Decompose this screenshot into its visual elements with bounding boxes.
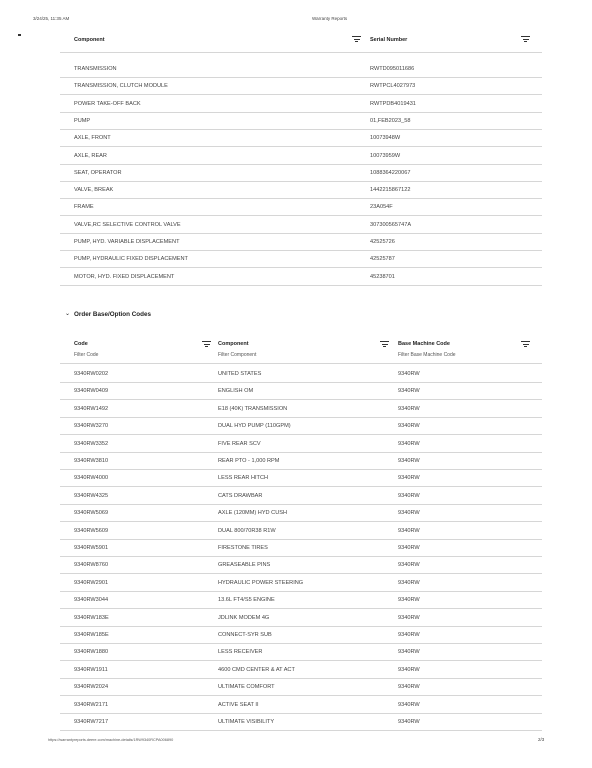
component-cell: CATS DRAWBAR — [218, 492, 263, 499]
component-cell: 4600 CMD CENTER & AT ACT — [218, 666, 295, 673]
filter-icon[interactable] — [380, 341, 389, 347]
component-cell: DUAL HYD PUMP (110GPM) — [218, 423, 291, 430]
base-machine-code-cell: 9340RW — [398, 666, 420, 673]
row-divider — [60, 399, 542, 400]
row-divider — [60, 198, 542, 199]
component-cell: PUMP, HYD. VARIABLE DISPLACEMENT — [74, 239, 180, 245]
row-divider — [60, 486, 542, 487]
component-cell: TRANSMISSION — [74, 66, 117, 72]
row-divider — [60, 215, 542, 216]
row-divider — [60, 434, 542, 435]
serial-number-cell: 1088364220067 — [370, 169, 411, 176]
row-divider — [60, 695, 542, 696]
row-divider — [60, 164, 542, 165]
component-cell: AXLE, FRONT — [74, 135, 111, 142]
serial-number-cell: RWTPDB4019431 — [370, 100, 416, 107]
row-divider — [60, 591, 542, 592]
component-cell: HYDRAULIC POWER STEERING — [218, 579, 304, 586]
section-title: Order Base/Option Codes — [74, 311, 151, 318]
row-divider — [60, 713, 542, 714]
row-divider — [60, 129, 542, 130]
code-cell: 9340RW0409 — [74, 388, 109, 395]
code-cell: 9340RW2901 — [74, 579, 109, 586]
component-cell: CONNECT-SYR SUB — [218, 632, 272, 638]
code-cell: 9340RW3270 — [74, 423, 109, 430]
row-divider — [60, 521, 542, 522]
row-divider — [60, 643, 542, 644]
code-cell: 9340RW7217 — [74, 719, 109, 725]
base-machine-code-cell: 9340RW — [398, 579, 420, 586]
component-cell: 13.6L FT4/S5 ENGINE — [218, 597, 275, 604]
component-cell: POWER TAKE-OFF BACK — [74, 100, 141, 107]
component-cell: REAR PTO - 1,000 RPM — [218, 458, 280, 464]
component-cell: SEAT, OPERATOR — [74, 169, 122, 176]
serial-number-cell: 45238701 — [370, 273, 395, 280]
row-divider — [60, 678, 542, 679]
component-cell: FIRESTONE TIRES — [218, 545, 268, 551]
chevron-down-icon[interactable]: ⌄ — [65, 311, 71, 317]
component-cell: FRAME — [74, 204, 94, 211]
serial-number-cell: RWTD095011686 — [370, 66, 415, 72]
component-cell: AXLE, REAR — [74, 152, 107, 159]
header-divider — [60, 363, 542, 364]
order-filter-base[interactable]: Filter Base Machine Code — [398, 352, 456, 358]
order-col-base: Base Machine Code — [398, 341, 450, 347]
row-divider — [60, 504, 542, 505]
row-divider — [60, 233, 542, 234]
base-machine-code-cell: 9340RW — [398, 371, 420, 377]
order-col-component: Component — [218, 341, 249, 347]
base-machine-code-cell: 9340RW — [398, 423, 420, 430]
row-divider — [60, 77, 542, 78]
base-machine-code-cell: 9340RW — [398, 701, 420, 708]
code-cell: 9340RW0202 — [74, 371, 109, 377]
print-url: https://warrantyreports.deere.com/machine-details/1RW9340RCPA006890 — [48, 738, 174, 742]
serial-number-cell: 10073959W — [370, 152, 401, 159]
base-machine-code-cell: 9340RW — [398, 458, 420, 464]
base-machine-code-cell: 9340RW — [398, 614, 420, 621]
row-divider — [60, 626, 542, 627]
component-cell: JDLINK MODEM 4G — [218, 614, 270, 621]
row-divider — [60, 452, 542, 453]
code-cell: 9340RW5609 — [74, 527, 109, 534]
base-machine-code-cell: 9340RW — [398, 475, 420, 482]
code-cell: 9340RW185E — [74, 632, 109, 638]
row-divider — [60, 250, 542, 251]
print-title: Warranty Reports — [312, 16, 348, 21]
component-cell: E18 (40K) TRANSMISSION — [218, 405, 288, 412]
row-divider — [60, 112, 542, 113]
component-cell: PUMP — [74, 117, 91, 124]
base-machine-code-cell: 9340RW — [398, 649, 420, 656]
serial-number-cell: 1442215867122 — [370, 187, 411, 194]
code-cell: 9340RW183E — [74, 614, 109, 621]
row-divider — [60, 382, 542, 383]
row-divider — [60, 730, 542, 731]
component-cell: FIVE REAR SCV — [218, 440, 261, 447]
component-cell: GREASEABLE PINS — [218, 562, 271, 569]
serial-number-cell: 01,FEB2023_58 — [370, 117, 411, 124]
component-cell: LESS RECEIVER — [218, 649, 263, 656]
order-filter-code[interactable]: Filter Code — [74, 352, 99, 358]
code-cell: 9340RW1880 — [74, 649, 109, 656]
filter-icon[interactable] — [521, 36, 530, 42]
serial-number-cell: 10073948W — [370, 135, 401, 142]
row-divider — [60, 469, 542, 470]
base-machine-code-cell: 9340RW — [398, 632, 420, 638]
component-cell: LESS REAR HITCH — [218, 475, 269, 482]
serial-number-cell: 42525726 — [370, 239, 395, 245]
code-cell: 9340RW1911 — [74, 666, 108, 673]
row-divider — [60, 146, 542, 147]
base-machine-code-cell: 9340RW — [398, 545, 420, 551]
component-cell: ACTIVE SEAT II — [218, 701, 259, 708]
component-cell: UNITED STATES — [218, 371, 262, 377]
code-cell: 9340RW3352 — [74, 440, 109, 447]
component-cell: ENGLISH OM — [218, 388, 254, 395]
code-cell: 9340RW4325 — [74, 492, 109, 499]
base-machine-code-cell: 9340RW — [398, 405, 420, 412]
code-cell: 9340RW4000 — [74, 475, 109, 482]
code-cell: 9340RW8760 — [74, 562, 109, 569]
base-machine-code-cell: 9340RW — [398, 684, 420, 691]
row-divider — [60, 660, 542, 661]
component-cell: AXLE (120MM) HYD CUSH — [218, 510, 288, 517]
code-cell: 9340RW1492 — [74, 405, 109, 412]
filter-icon[interactable] — [352, 36, 361, 42]
base-machine-code-cell: 9340RW — [398, 562, 420, 569]
base-machine-code-cell: 9340RW — [398, 388, 420, 395]
component-cell: ULTIMATE VISIBILITY — [218, 719, 275, 725]
row-divider — [60, 539, 542, 540]
row-divider — [60, 181, 542, 182]
base-machine-code-cell: 9340RW — [398, 510, 420, 517]
row-divider — [60, 556, 542, 557]
row-divider — [60, 267, 542, 268]
serial-number-cell: 23A054F — [370, 204, 393, 211]
row-divider — [60, 417, 542, 418]
code-cell: 9340RW5069 — [74, 510, 109, 517]
scan-mark — [18, 34, 21, 36]
row-divider — [60, 573, 542, 574]
serial-col-serial: Serial Number — [370, 37, 408, 43]
code-cell: 9340RW5901 — [74, 545, 109, 551]
print-page-number: 2/3 — [538, 737, 545, 742]
order-filter-component[interactable]: Filter Component — [218, 352, 257, 358]
row-divider — [60, 608, 542, 609]
order-col-code: Code — [74, 341, 88, 347]
component-cell: VALVE,RC SELECTIVE CONTROL VALVE — [74, 221, 181, 228]
header-divider — [60, 52, 542, 53]
code-cell: 9340RW3044 — [74, 597, 109, 604]
base-machine-code-cell: 9340RW — [398, 597, 420, 604]
row-divider — [60, 94, 542, 95]
component-cell: MOTOR, HYD. FIXED DISPLACEMENT — [74, 273, 175, 280]
serial-number-cell: 42525787 — [370, 256, 395, 263]
base-machine-code-cell: 9340RW — [398, 527, 420, 534]
base-machine-code-cell: 9340RW — [398, 719, 420, 725]
code-cell: 9340RW3810 — [74, 458, 109, 464]
serial-number-cell: 307300565747A — [370, 221, 412, 228]
code-cell: 9340RW2024 — [74, 684, 109, 691]
component-cell: ULTIMATE COMFORT — [218, 684, 275, 691]
serial-number-cell: RWTPCL4027973 — [370, 83, 416, 90]
serial-col-component: Component — [74, 37, 105, 43]
print-datetime: 3/24/25, 11:35 AM — [33, 16, 70, 21]
filter-icon[interactable] — [521, 341, 530, 347]
filter-icon[interactable] — [202, 341, 211, 347]
component-cell: VALVE, BREAK — [74, 187, 114, 194]
component-cell: PUMP, HYDRAULIC FIXED DISPLACEMENT — [74, 256, 188, 263]
row-divider — [60, 285, 542, 286]
component-cell: TRANSMISSION, CLUTCH MODULE — [74, 83, 168, 90]
component-cell: DUAL 800/70R38 R1W — [218, 527, 276, 534]
base-machine-code-cell: 9340RW — [398, 492, 420, 499]
base-machine-code-cell: 9340RW — [398, 440, 420, 447]
code-cell: 9340RW2171 — [74, 701, 109, 708]
